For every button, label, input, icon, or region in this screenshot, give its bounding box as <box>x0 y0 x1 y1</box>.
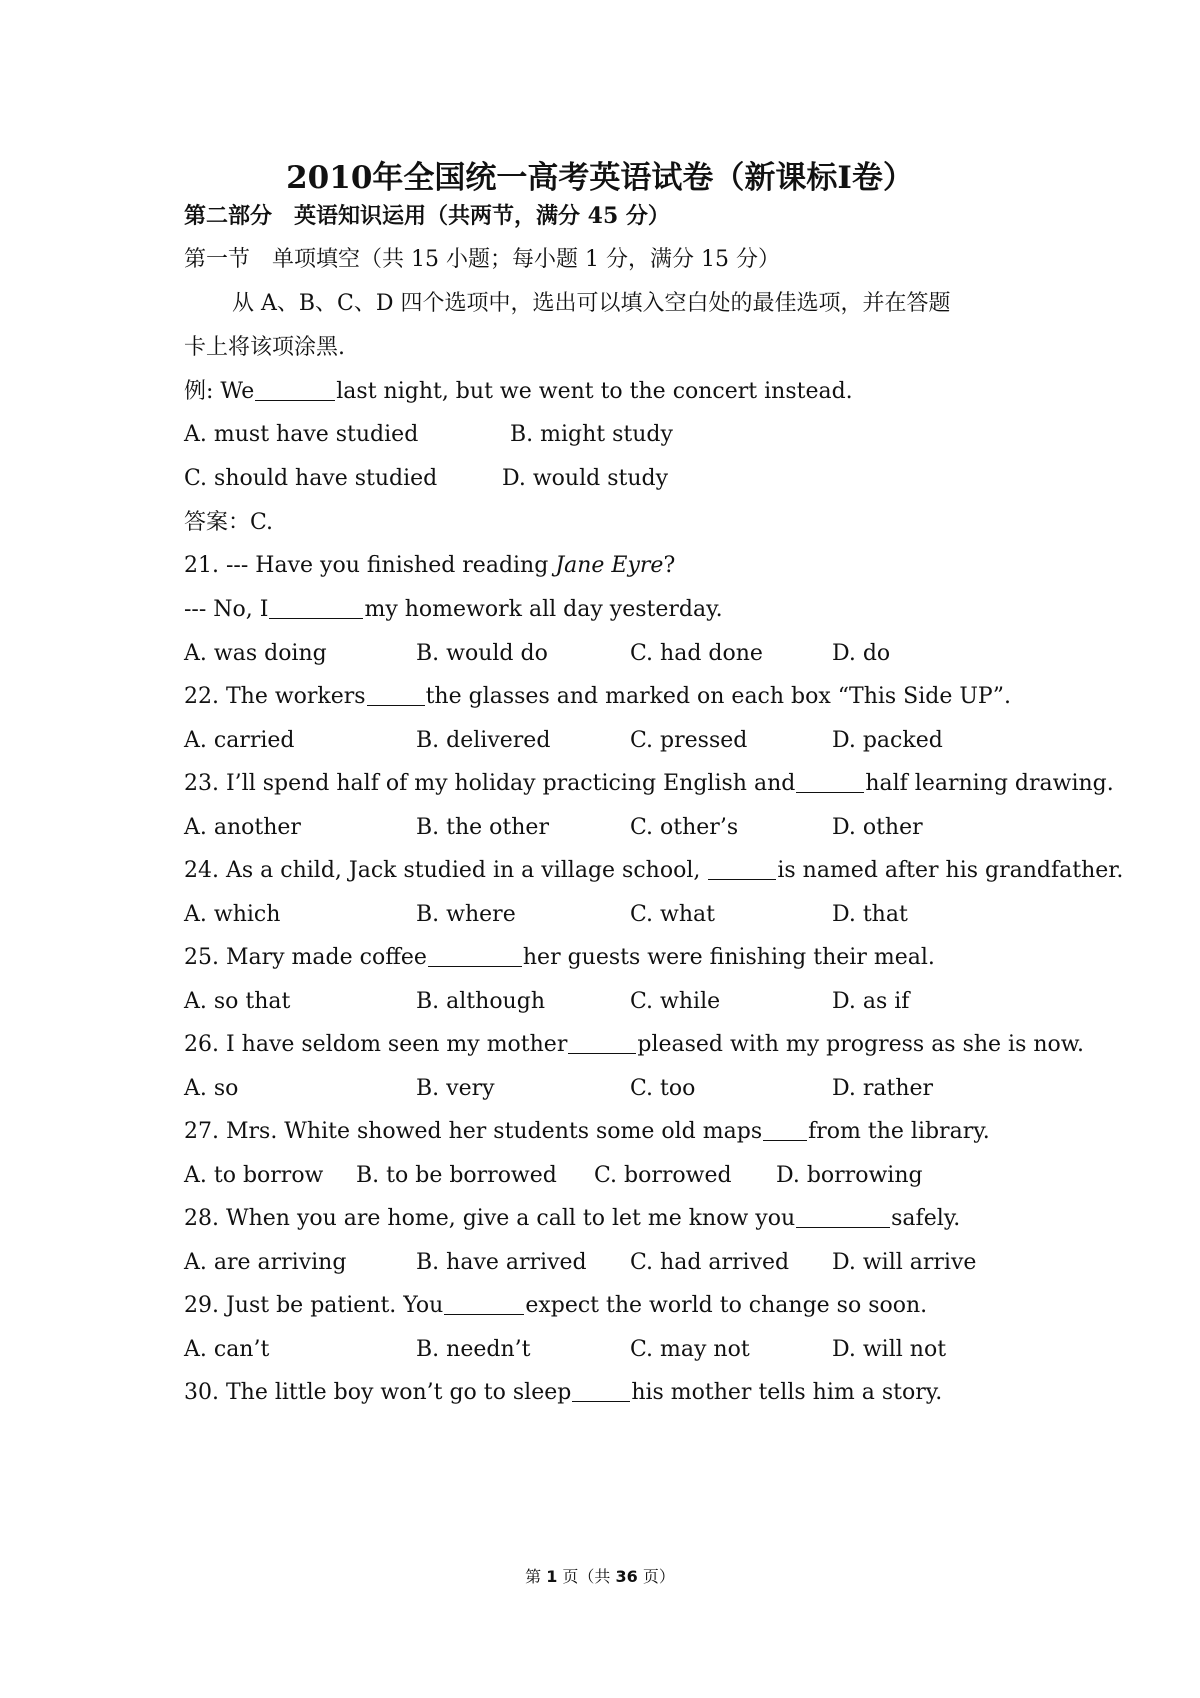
option-c: C. too <box>630 1076 696 1101</box>
option-c: C. may not <box>630 1337 750 1362</box>
option-a: A. which <box>184 902 281 927</box>
option-d: D. rather <box>832 1076 934 1101</box>
question-23-stem <box>184 770 1114 798</box>
question-30-stem <box>184 1379 942 1407</box>
stem-text: 29. Just be patient. You <box>184 1293 444 1318</box>
question-24-stem <box>184 857 1123 885</box>
answer-blank <box>367 683 425 706</box>
option-a: A. can’t <box>184 1337 270 1362</box>
option-c: C. should have studied <box>184 466 438 491</box>
question-26-options <box>184 1075 1084 1105</box>
part-heading: 第二部分 英语知识运用（共两节，满分 45 分） <box>184 203 670 229</box>
stem-text: safely. <box>891 1206 961 1231</box>
stem-text: half learning drawing. <box>865 771 1114 796</box>
stem-text: 23. I’ll spend half of my holiday practicing English and <box>184 771 796 796</box>
option-a: A. to borrow <box>184 1163 324 1188</box>
question-22-stem <box>184 683 1011 711</box>
stem-text: the glasses and marked on each box “This Side UP”. <box>425 684 1011 709</box>
question-29-stem <box>184 1292 927 1320</box>
option-c: C. had arrived <box>630 1250 790 1275</box>
stem-text: 21. --- Have you finished reading <box>184 553 556 578</box>
option-a: A. was doing <box>184 641 327 666</box>
question-21-reply <box>184 596 723 624</box>
option-d: D. will arrive <box>832 1250 977 1275</box>
option-b: B. to be borrowed <box>356 1163 557 1188</box>
option-c: C. while <box>630 989 721 1014</box>
option-b: B. have arrived <box>416 1250 587 1275</box>
option-b: B. the other <box>416 815 549 840</box>
stem-text: last night, but we went to the concert instead. <box>336 379 853 404</box>
instructions-line-1: 从 A、B、C、D 四个选项中，选出可以填入空白处的最佳选项，并在答题 <box>232 291 951 316</box>
answer-blank <box>568 1031 636 1054</box>
footer-text: 页（共 <box>557 1567 616 1586</box>
stem-text: from the library. <box>808 1119 990 1144</box>
page-title: 2010年全国统一高考英语试卷（新课标I卷） <box>286 160 914 196</box>
answer-blank <box>255 378 335 401</box>
option-c: C. borrowed <box>594 1163 732 1188</box>
answer-blank <box>428 944 522 967</box>
option-a: A. must have studied <box>184 422 419 447</box>
question-21-options <box>184 640 1084 670</box>
footer-text: 页） <box>637 1567 675 1586</box>
option-d: D. borrowing <box>776 1163 923 1188</box>
example-stem <box>184 378 853 406</box>
stem-text: --- No, I <box>184 597 269 622</box>
option-d: D. will not <box>832 1337 947 1362</box>
option-a: A. so that <box>184 989 291 1014</box>
option-a: A. so <box>184 1076 239 1101</box>
option-b: B. would do <box>416 641 548 666</box>
example-options-row-2 <box>184 465 1084 495</box>
question-21-stem <box>184 552 675 580</box>
option-d: D. other <box>832 815 923 840</box>
question-26-stem <box>184 1031 1084 1059</box>
stem-text: pleased with my progress as she is now. <box>637 1032 1085 1057</box>
option-c: C. other’s <box>630 815 739 840</box>
stem-text: 27. Mrs. White showed her students some old maps <box>184 1119 763 1144</box>
footer-text: 第 <box>525 1567 547 1586</box>
stem-text: ? <box>663 553 676 578</box>
question-28-stem <box>184 1205 960 1233</box>
option-d: D. packed <box>832 728 943 753</box>
stem-text: is named after his grandfather. <box>777 858 1124 883</box>
stem-text: 例: We <box>184 379 255 404</box>
stem-text: 25. Mary made coffee <box>184 945 427 970</box>
question-28-options <box>184 1249 1084 1279</box>
stem-text: her guests were finishing their meal. <box>522 945 935 970</box>
answer-blank <box>269 596 363 619</box>
option-d: D. would study <box>502 466 669 491</box>
stem-text: expect the world to change so soon. <box>525 1293 928 1318</box>
question-25-stem <box>184 944 935 972</box>
option-b: B. very <box>416 1076 495 1101</box>
option-b: B. although <box>416 989 545 1014</box>
stem-text: 22. The workers <box>184 684 366 709</box>
option-d: D. as if <box>832 989 910 1014</box>
option-c: C. had done <box>630 641 763 666</box>
option-d: D. that <box>832 902 908 927</box>
example-answer: 答案：C. <box>184 510 274 535</box>
option-a: A. are arriving <box>184 1250 347 1275</box>
answer-blank <box>796 770 864 793</box>
stem-text: my homework all day yesterday. <box>364 597 723 622</box>
question-25-options <box>184 988 1084 1018</box>
option-b: B. might study <box>510 422 673 447</box>
answer-blank <box>708 857 776 880</box>
question-27-stem <box>184 1118 990 1146</box>
stem-text: 24. As a child, Jack studied in a village school, <box>184 858 708 883</box>
option-c: C. pressed <box>630 728 748 753</box>
option-b: B. where <box>416 902 516 927</box>
answer-blank <box>796 1205 890 1228</box>
answer-blank <box>763 1118 807 1141</box>
book-title: Jane Eyre <box>555 553 664 578</box>
total-pages: 36 <box>615 1567 638 1586</box>
option-c: C. what <box>630 902 715 927</box>
stem-text: 28. When you are home, give a call to let me know you <box>184 1206 796 1231</box>
stem-text: his mother tells him a story. <box>631 1380 943 1405</box>
page-footer <box>0 1564 1200 1587</box>
question-23-options <box>184 814 1084 844</box>
stem-text: 30. The little boy won’t go to sleep <box>184 1380 572 1405</box>
option-b: B. needn’t <box>416 1337 531 1362</box>
page-number: 1 <box>546 1567 558 1586</box>
question-22-options <box>184 727 1084 757</box>
option-b: B. delivered <box>416 728 551 753</box>
answer-blank <box>572 1379 630 1402</box>
question-27-options <box>184 1162 1084 1192</box>
instructions-line-2: 卡上将该项涂黑. <box>184 335 345 360</box>
option-d: D. do <box>832 641 891 666</box>
example-options-row-1 <box>184 421 1084 451</box>
stem-text: 26. I have seldom seen my mother <box>184 1032 568 1057</box>
question-29-options <box>184 1336 1084 1366</box>
option-a: A. another <box>184 815 301 840</box>
question-24-options <box>184 901 1084 931</box>
section-heading: 第一节 单项填空（共 15 小题；每小题 1 分，满分 15 分） <box>184 247 780 272</box>
option-a: A. carried <box>184 728 295 753</box>
answer-blank <box>444 1292 524 1315</box>
